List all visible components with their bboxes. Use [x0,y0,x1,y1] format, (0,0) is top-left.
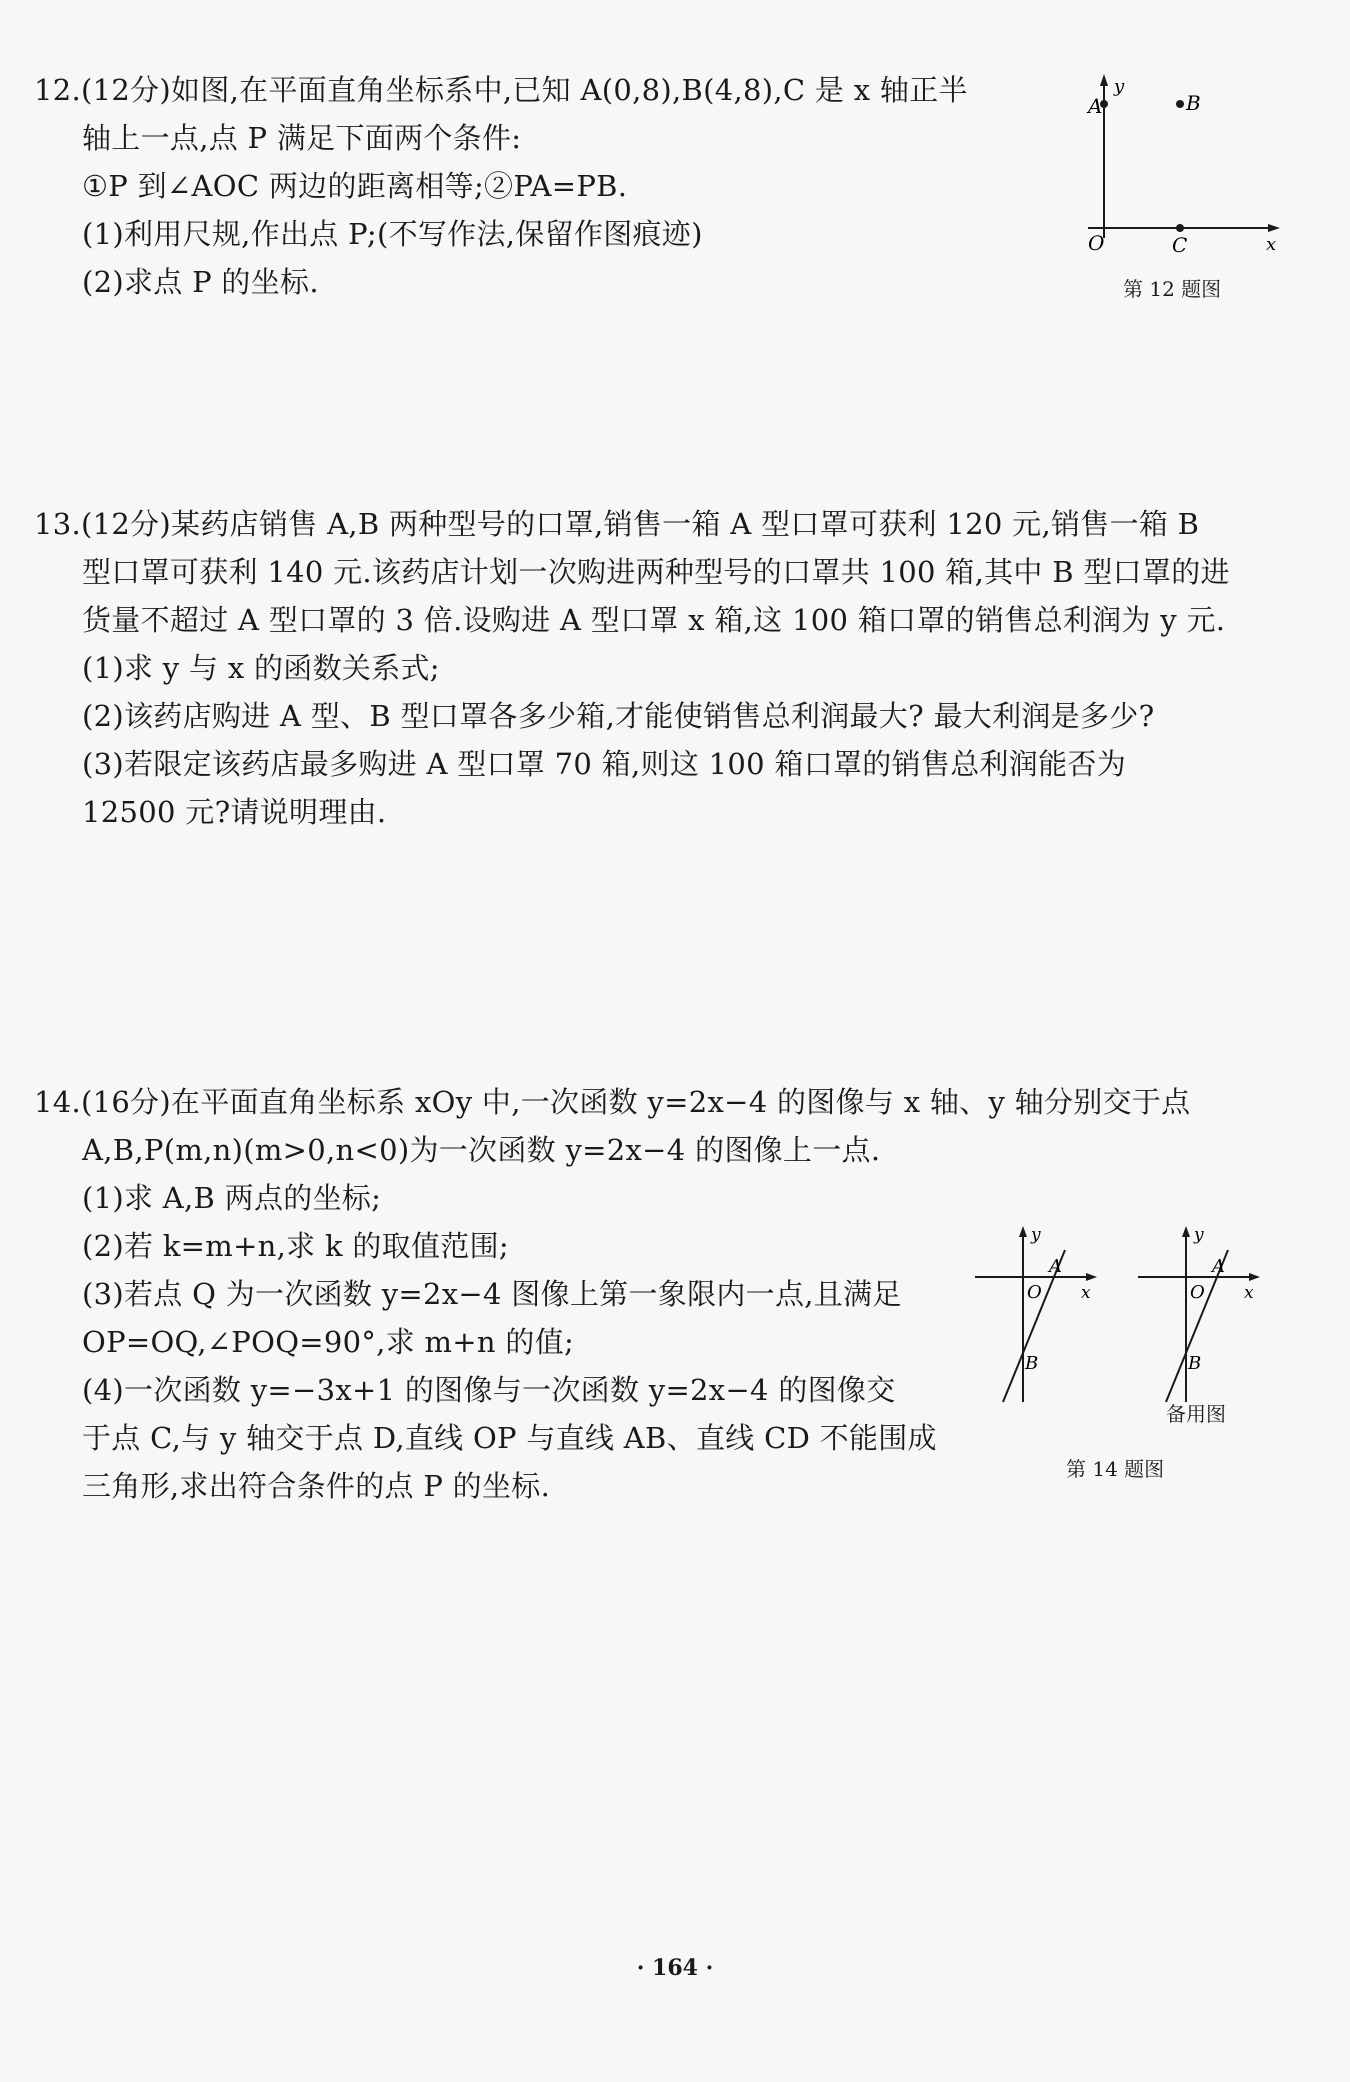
figure-12 [1080,70,1290,260]
figure-14-spare-x-arrow-icon [1249,1273,1260,1281]
figure-14-main-label-a: A [1049,1256,1062,1277]
figure-14-spare-plane [1138,1222,1288,1407]
figure-12-label-c: C [1172,233,1188,257]
problem-14-line-2: A,B,P(m,n)(m>0,n<0)为一次函数 y=2x−4 的图像上一点. [82,1133,881,1167]
figure-12-label-a: A [1088,94,1103,118]
figure-14-spare-label-y: y [1194,1225,1204,1245]
problem-14-line-1: 14.(16分)在平面直角坐标系 xOy 中,一次函数 y=2x−4 的图像与 x 轴、y 轴分别交于点 [34,1085,1191,1119]
problem-12-line-1: 12.(12分)如图,在平面直角坐标系中,已知 A(0,8),B(4,8),C 是 x 轴正半 [34,73,968,107]
figure-14-main-label-b: B [1025,1353,1039,1374]
figure-14-spare-caption: 备用图 [1166,1402,1226,1426]
figure-14-main-label-y: y [1031,1225,1041,1245]
problem-14-part-3: (3)若点 Q 为一次函数 y=2x−4 图像上第一象限内一点,且满足 [82,1277,902,1311]
page-number: · 164 · [636,1955,714,1981]
figure-14-spare-label-x: x [1244,1283,1254,1303]
figure-14-main-x-arrow-icon [1086,1273,1097,1281]
problem-12-part-1: (1)利用尺规,作出点 P;(不写作法,保留作图痕迹) [82,217,703,251]
figure-12-label-b: B [1186,91,1201,115]
figure-12-label-y: y [1114,76,1125,97]
problem-14-part-4-cont: 于点 C,与 y 轴交于点 D,直线 OP 与直线 AB、直线 CD 不能围成 [82,1421,937,1455]
problem-12-part-2: (2)求点 P 的坐标. [82,265,319,299]
figure-12-label-x: x [1266,234,1277,255]
figure-12-caption: 第 12 题图 [1123,277,1222,301]
problem-14-part-3-cont: OP=OQ,∠POQ=90°,求 m+n 的值; [82,1325,575,1359]
figure-14-main-label-o: O [1027,1282,1042,1303]
figure-14-spare-label-b: B [1188,1353,1202,1374]
problem-14-part-4: (4)一次函数 y=−3x+1 的图像与一次函数 y=2x−4 的图像交 [82,1373,896,1407]
figure-12-coordinate-plane [1080,70,1290,260]
problem-13-line-3: 货量不超过 A 型口罩的 3 倍.设购进 A 型口罩 x 箱,这 100 箱口罩的销售总利润为 y 元. [82,603,1226,637]
problem-12-condition: ①P 到∠AOC 两边的距离相等;②PA=PB. [82,169,628,203]
figure-14-main-plane [975,1222,1125,1407]
problem-13-line-2: 型口罩可获利 140 元.该药店计划一次购进两种型号的口罩共 100 箱,其中 B 型口罩的进 [82,555,1230,589]
figure-12-x-arrow-icon [1268,224,1280,232]
figure-12-point-c [1176,224,1184,232]
problem-14-part-2: (2)若 k=m+n,求 k 的取值范围; [82,1229,509,1263]
figure-14-caption: 第 14 题图 [1066,1457,1165,1481]
figure-14-spare-label-a: A [1212,1256,1225,1277]
figure-14-main-y-arrow-icon [1019,1226,1027,1237]
figure-14-spare-y-arrow-icon [1182,1226,1190,1237]
problem-12-line-2: 轴上一点,点 P 满足下面两个条件: [82,121,522,155]
problem-13-part-3-cont: 12500 元?请说明理由. [82,795,387,829]
problem-13-part-1: (1)求 y 与 x 的函数关系式; [82,651,440,685]
figure-14-spare-label-o: O [1190,1282,1205,1303]
figure-12-label-o: O [1088,231,1105,255]
figure-14-spare [1138,1222,1288,1407]
problem-13-part-3: (3)若限定该药店最多购进 A 型口罩 70 箱,则这 100 箱口罩的销售总利润能否为 [82,747,1127,781]
problem-14-part-4-cont-2: 三角形,求出符合条件的点 P 的坐标. [82,1469,551,1503]
problem-13-part-2: (2)该药店购进 A 型、B 型口罩各多少箱,才能使销售总利润最大? 最大利润是多少? [82,699,1155,733]
figure-12-y-arrow-icon [1100,74,1108,86]
figure-14-main-label-x: x [1081,1283,1091,1303]
problem-13-line-1: 13.(12分)某药店销售 A,B 两种型号的口罩,销售一箱 A 型口罩可获利 120 元,销售一箱 B [34,507,1200,541]
figure-12-point-b [1176,100,1184,108]
problem-14-part-1: (1)求 A,B 两点的坐标; [82,1181,382,1215]
figure-14-main [975,1222,1125,1407]
